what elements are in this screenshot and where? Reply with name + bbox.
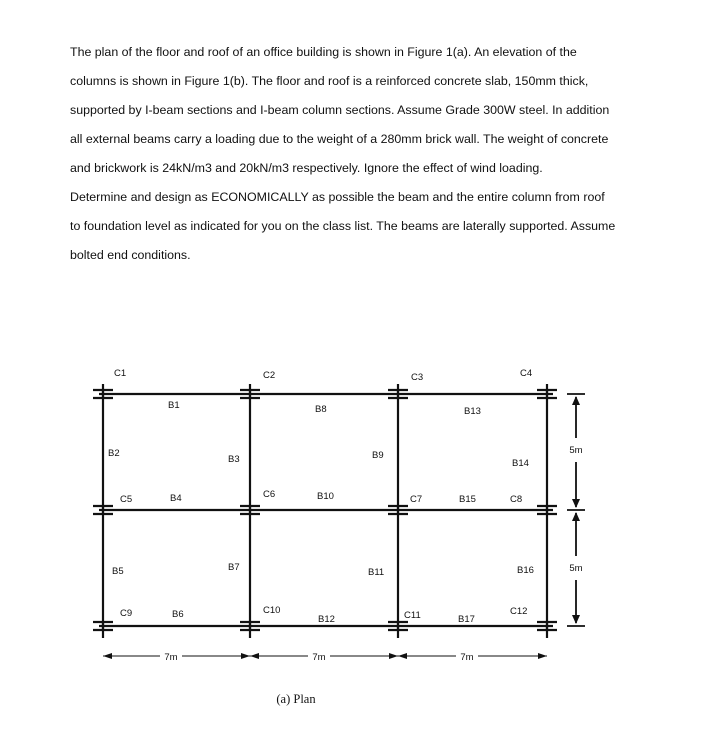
figure-caption: (a) Plan <box>276 692 316 706</box>
column-label-c8: C8 <box>510 494 523 505</box>
column-label-c1: C1 <box>114 368 127 379</box>
paragraph-line: and brickwork is 24kN/m3 and 20kN/m3 respectively. Ignore the effect of wind loading. <box>70 161 543 175</box>
arrowhead <box>250 653 259 659</box>
beam-label-b12: B12 <box>318 614 335 625</box>
beam-label-b17: B17 <box>458 614 475 625</box>
column-label-c6: C6 <box>263 489 276 500</box>
beam-label-b6: B6 <box>172 609 184 620</box>
column-label-c9: C9 <box>120 608 133 619</box>
beam-label-b1: B1 <box>168 400 180 411</box>
beam-label-b13: B13 <box>464 406 481 417</box>
paragraph-line: supported by I-beam sections and I-beam column sections. Assume Grade 300W steel. In addition <box>70 103 610 117</box>
dimension-label-5m: 5m <box>569 445 583 456</box>
beam-label-b14: B14 <box>512 458 529 469</box>
column-label-c7: C7 <box>410 494 423 505</box>
paragraph-line: all external beams carry a loading due to the weight of a 280mm brick wall. The weight of concrete <box>70 132 609 146</box>
beam-label-b15: B15 <box>459 494 476 505</box>
column-label-c4: C4 <box>520 368 533 379</box>
beam-label-b7: B7 <box>228 562 240 573</box>
arrowhead <box>572 396 580 405</box>
beam-label-b2: B2 <box>108 448 120 459</box>
paragraph-line: The plan of the floor and roof of an office building is shown in Figure 1(a). An elevation of the <box>70 45 577 59</box>
beam-grid <box>99 384 553 638</box>
paragraph-line: columns is shown in Figure 1(b). The floor and roof is a reinforced concrete slab, 150mm thick, <box>70 74 589 88</box>
arrowhead <box>241 653 250 659</box>
dimension-label-7m: 7m <box>312 652 326 663</box>
column-label-c10: C10 <box>263 605 281 616</box>
beam-label-b8: B8 <box>315 404 327 415</box>
beam-label-b9: B9 <box>372 450 384 461</box>
column-label-c5: C5 <box>120 494 133 505</box>
column-label-c3: C3 <box>411 372 424 383</box>
column-label-c12: C12 <box>510 606 528 617</box>
column-label-c11: C11 <box>404 610 421 621</box>
beam-label-b4: B4 <box>170 493 182 504</box>
paragraph-line: Determine and design as ECONOMICALLY as possible the beam and the entire column from roof <box>70 190 605 204</box>
arrowhead <box>389 653 398 659</box>
paragraph-line: bolted end conditions. <box>70 248 191 262</box>
beam-label-b5: B5 <box>112 566 124 577</box>
paragraph-line: to foundation level as indicated for you on the class list. The beams are laterally supported. Assume <box>70 219 616 233</box>
dimension-label-5m: 5m <box>569 563 583 574</box>
arrowhead <box>538 653 547 659</box>
arrowhead <box>103 653 112 659</box>
arrowhead <box>572 499 580 508</box>
beam-label-b11: B11 <box>368 567 385 578</box>
arrowhead <box>398 653 407 659</box>
dimension-label-7m: 7m <box>460 652 474 663</box>
vertical-dimensions <box>567 394 585 626</box>
column-label-c2: C2 <box>263 370 276 381</box>
arrowhead <box>572 512 580 521</box>
beam-label-b10: B10 <box>317 491 334 502</box>
dimension-label-7m: 7m <box>164 652 178 663</box>
beam-label-b3: B3 <box>228 454 240 465</box>
arrowhead <box>572 615 580 624</box>
beam-label-b16: B16 <box>517 565 534 576</box>
